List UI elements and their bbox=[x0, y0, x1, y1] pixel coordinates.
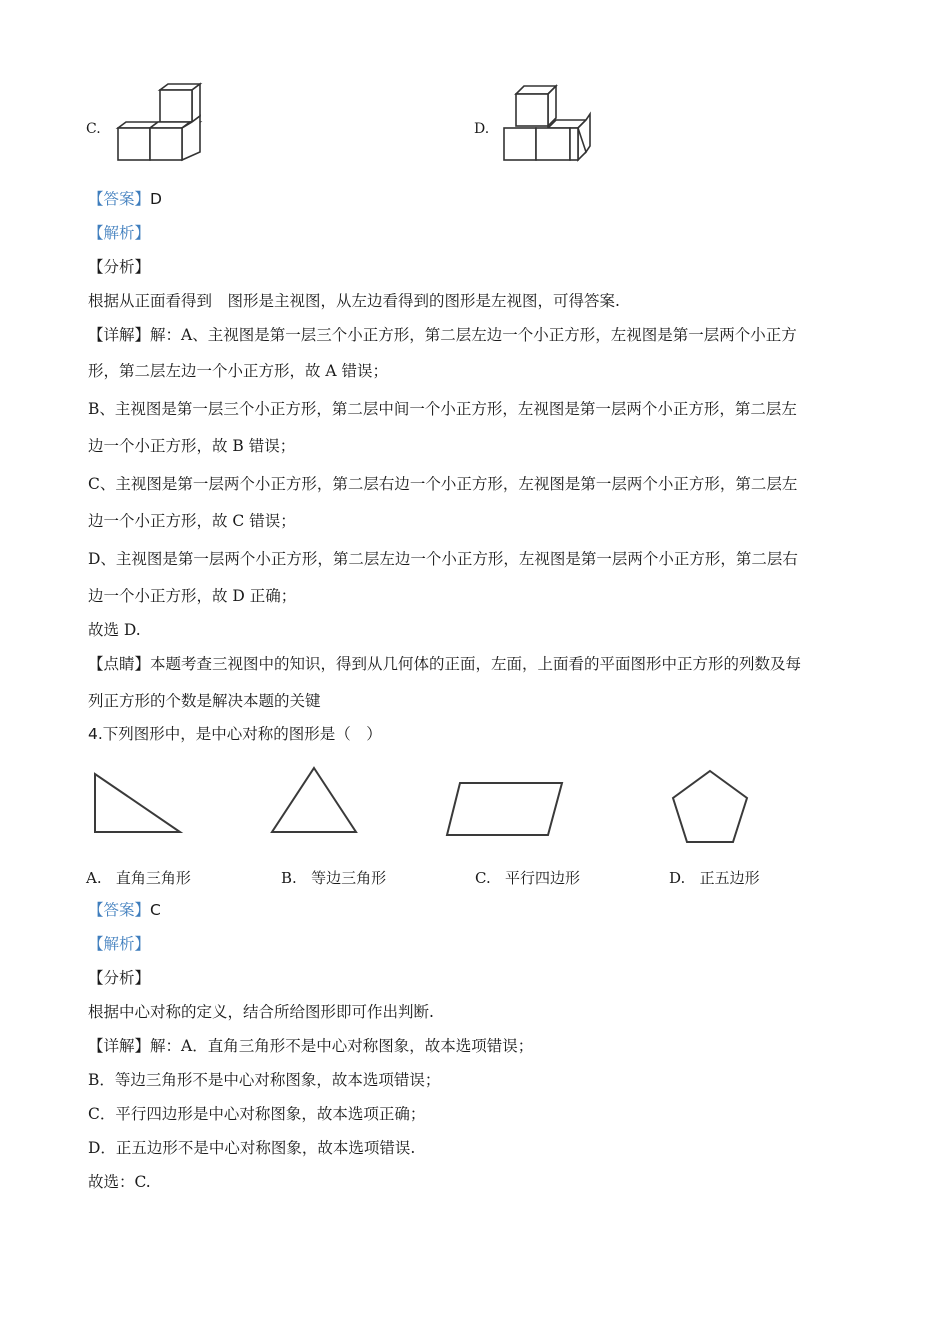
question-text: 下列图形中，是中心对称的图形是（ ） bbox=[102, 725, 382, 743]
jiexi-tag: 【解析】 bbox=[88, 224, 151, 242]
answer-value: D bbox=[150, 190, 162, 208]
q4-question bbox=[88, 724, 382, 744]
option-letter: D. bbox=[669, 869, 686, 887]
dianjing-line: 列正方形的个数是解决本题的关键 bbox=[88, 692, 321, 710]
option-letter: B. bbox=[281, 869, 297, 887]
parallelogram-figure bbox=[444, 780, 566, 838]
option-text: 平行四边形 bbox=[505, 869, 581, 887]
detail-line: 边一个小正方形，故 C 错误； bbox=[88, 512, 296, 530]
jiexi-tag: 【解析】 bbox=[88, 935, 151, 953]
detail-line: 【详解】解：A、主视图是第一层三个小正方形，第二层左边一个小正方形，左视图是第一层两个小正方 bbox=[88, 326, 797, 344]
dianjing-line: 【点睛】本题考查三视图中的知识，得到从几何体的正面，左面，上面看的平面图形中正方形的列数及每 bbox=[88, 655, 802, 673]
detail-line: D、主视图是第一层两个小正方形，第二层左边一个小正方形，左视图是第一层两个小正方形，第二层右 bbox=[88, 550, 798, 568]
option-letter: C. bbox=[475, 869, 491, 887]
answer-value: C bbox=[150, 901, 161, 919]
q4-answer-line bbox=[88, 900, 161, 920]
conclusion: 故选 D. bbox=[88, 621, 141, 639]
detail-line: D．正五边形不是中心对称图象，故本选项错误. bbox=[88, 1139, 416, 1157]
detail-line: 边一个小正方形，故 D 正确； bbox=[88, 587, 297, 605]
option-a bbox=[86, 867, 191, 888]
fenxi-tag: 【分析】 bbox=[88, 969, 151, 987]
option-b bbox=[281, 867, 386, 888]
answer-tag: 【答案】 bbox=[88, 901, 151, 919]
cube-figure-c bbox=[112, 82, 212, 166]
detail-line: 边一个小正方形，故 B 错误； bbox=[88, 437, 296, 455]
option-d bbox=[669, 867, 760, 888]
fenxi-text: 根据从正面看得到 图形是主视图，从左边看得到的图形是左视图，可得答案. bbox=[88, 292, 620, 310]
detail-line: B．等边三角形不是中心对称图象，故本选项错误； bbox=[88, 1071, 441, 1089]
detail-line: B、主视图是第一层三个小正方形，第二层中间一个小正方形，左视图是第一层两个小正方形，第二层左 bbox=[88, 400, 797, 418]
detail-line: C．平行四边形是中心对称图象，故本选项正确； bbox=[88, 1105, 426, 1123]
option-text: 等边三角形 bbox=[311, 869, 387, 887]
detail-line: C、主视图是第一层两个小正方形，第二层右边一个小正方形，左视图是第一层两个小正方形，第二层左 bbox=[88, 475, 798, 493]
conclusion: 故选：C. bbox=[88, 1173, 151, 1191]
option-c bbox=[475, 867, 580, 888]
answer-tag: 【答案】 bbox=[88, 190, 151, 208]
cube-figure-d bbox=[500, 82, 600, 166]
fenxi-text: 根据中心对称的定义，结合所给图形即可作出判断. bbox=[88, 1003, 434, 1021]
option-text: 正五边形 bbox=[699, 869, 760, 887]
q3-answer-line bbox=[88, 189, 162, 209]
option-c-label: C. bbox=[86, 121, 101, 137]
regular-pentagon-figure bbox=[668, 768, 752, 846]
fenxi-tag: 【分析】 bbox=[88, 258, 151, 276]
option-letter: A. bbox=[86, 869, 102, 887]
option-text: 直角三角形 bbox=[115, 869, 191, 887]
right-triangle-figure bbox=[92, 772, 184, 834]
equilateral-triangle-figure bbox=[268, 766, 360, 836]
detail-line: 【详解】解：A．直角三角形不是中心对称图象，故本选项错误； bbox=[88, 1037, 534, 1055]
option-d-label: D. bbox=[474, 121, 490, 137]
question-number: 4. bbox=[88, 725, 103, 743]
detail-line: 形，第二层左边一个小正方形，故 A 错误； bbox=[88, 362, 389, 380]
